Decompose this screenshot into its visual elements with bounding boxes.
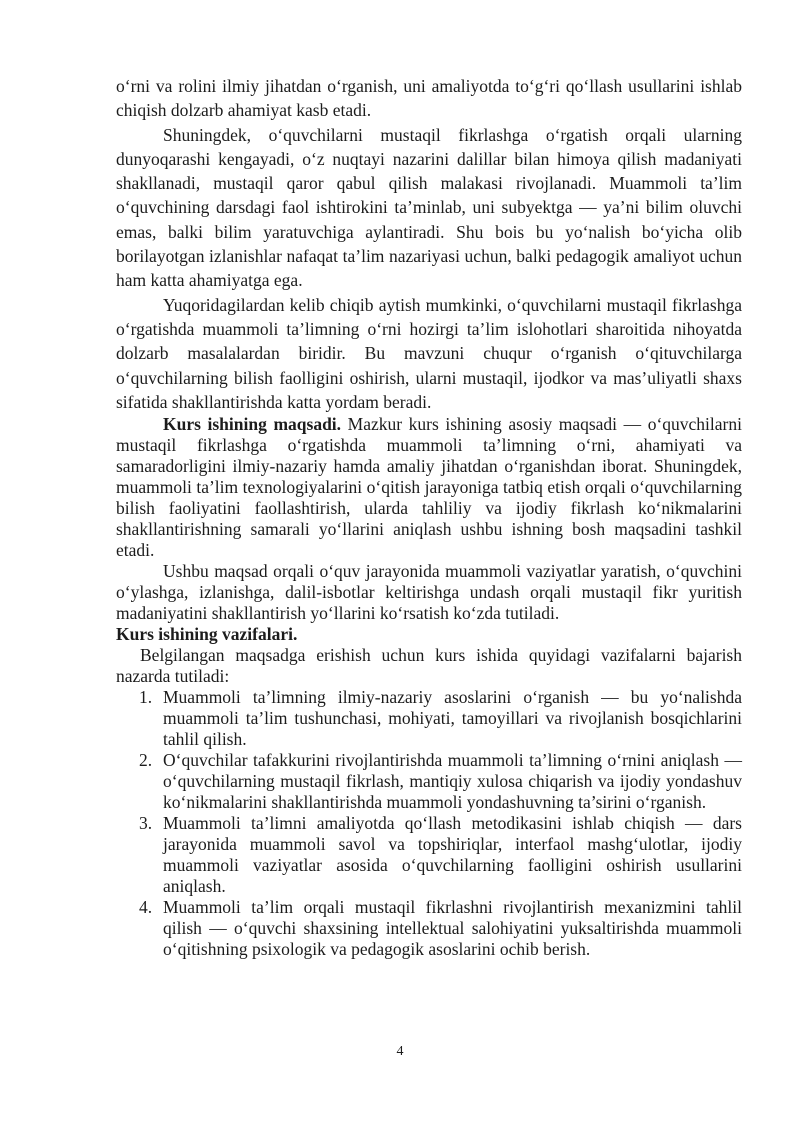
goal-heading: Kurs ishining maqsadi. xyxy=(163,414,342,435)
goal-text: Mazkur kurs ishining asosiy maqsadi — o‘quvchilarni mustaqil fikrlashga o‘rgatishda muammoli ta’limning o‘rni, ahamiyati va samaradorligini ilmiy-nazariy hamda amaliy jihatdan o‘rganishdan iborat. Shuningdek, muammoli ta’lim texnologiyalarini o‘qitish jarayoniga tatbiq etish orqali o‘quvchilarning bilish faoliyatini faollashtirish, ularda tahliliy va ijodiy fikrlash ko‘nikmalarini shakllantirishning samarali yo‘llarini aniqlash ushbu ishning bosh maqsadini tashkil etadi. xyxy=(116,414,742,561)
paragraph-intro-continuation: o‘rni va rolini ilmiy jihatdan o‘rganish, uni amaliyotda to‘g‘ri qo‘llash usullarini ishlab chiqish dolzarb ahamiyat kasb etadi. xyxy=(116,76,742,121)
paragraph-relevance: Yuqoridagilardan kelib chiqib aytish mumkinki, o‘quvchilarni mustaqil fikrlashga o‘rgatishda muammoli ta’limning o‘rni hozirgi ta’lim islohotlari sharoitida nihoyatda dolzarb masalalardan biridir. Bu mavzuni chuqur o‘rganish o‘qituvchilarga o‘quvchilarning bilish faolligini oshirish, ularni mustaqil, ijodkor va mas’uliyatli shaxs sifatida shakllantirishda katta yordam beradi. xyxy=(116,294,742,412)
page-number: 4 xyxy=(396,1044,404,1059)
task-item xyxy=(116,897,742,960)
task-number: 3. xyxy=(139,813,153,834)
task-number: 1. xyxy=(139,687,153,708)
task-text: O‘quvchilar tafakkurini rivojlantirishda muammoli ta’limning o‘rnini aniqlash — o‘quvchilarning mustaqil fikrlash, mantiqiy xulosa chiqarish va ijodiy yondashuv ko‘nikmalarini shakllantirishda muammoli yondashuvning ta’sirini o‘rganish. xyxy=(163,750,742,813)
task-item xyxy=(116,813,742,897)
paragraph-goal-detail: Ushbu maqsad orqali o‘quv jarayonida muammoli vaziyatlar yaratish, o‘quvchini o‘ylashga, izlanishga, dalil-isbotlar keltirishga undash orqali mustaqil fikr yuritish madaniyatini shakllantirish yo‘llarini ko‘rsatish ko‘zda tutiladi. xyxy=(116,561,742,624)
paragraph-tasks-intro: Belgilangan maqsadga erishish uchun kurs ishida quyidagi vazifalarni bajarish nazarda tutiladi: xyxy=(116,645,742,687)
tasks-list xyxy=(116,687,742,960)
paragraph-goal xyxy=(116,414,742,561)
task-item xyxy=(116,687,742,750)
task-item xyxy=(116,750,742,813)
task-text: Muammoli ta’lim orqali mustaqil fikrlashni rivojlantirish mexanizmini tahlil qilish — o‘quvchi shaxsining intellektual salohiyatini yuksaltirishda muammoli o‘qitishning psixologik va pedagogik asoslarini ochib berish. xyxy=(163,897,742,960)
task-number: 2. xyxy=(139,750,153,771)
task-text: Muammoli ta’limning ilmiy-nazariy asoslarini o‘rganish — bu yo‘nalishda muammoli ta’lim tushunchasi, mohiyati, tamoyillari va rivojlanish bosqichlarini tahlil qilish. xyxy=(163,687,742,750)
task-text: Muammoli ta’limni amaliyotda qo‘llash metodikasini ishlab chiqish — dars jarayonida muammoli savol va topshiriqlar, interfaol mashg‘ulotlar, ijodiy muammoli vaziyatlar asosida o‘quvchilarning faolligini oshirish usullarini aniqlash. xyxy=(163,813,742,897)
tasks-heading: Kurs ishining vazifalari. xyxy=(116,624,298,645)
task-number: 4. xyxy=(139,897,153,918)
paragraph-importance: Shuningdek, o‘quvchilarni mustaqil fikrlashga o‘rgatish orqali ularning dunyoqarashi kengayadi, o‘z nuqtayi nazarini dalillar bilan himoya qilish madaniyati shakllanadi, mustaqil qaror qabul qilish malakasi rivojlanadi. Muammoli ta’lim o‘quvchining darsdagi faol ishtirokini ta’minlab, uni subyektga — ya’ni bilim oluvchi emas, balki bilim yaratuvchiga aylantiradi. Shu bois bu yo‘nalish bo‘yicha olib borilayotgan izlanishlar nafaqat ta’lim nazariyasi uchun, balki pedagogik amaliyot uchun ham katta ahamiyatga ega. xyxy=(116,124,742,291)
